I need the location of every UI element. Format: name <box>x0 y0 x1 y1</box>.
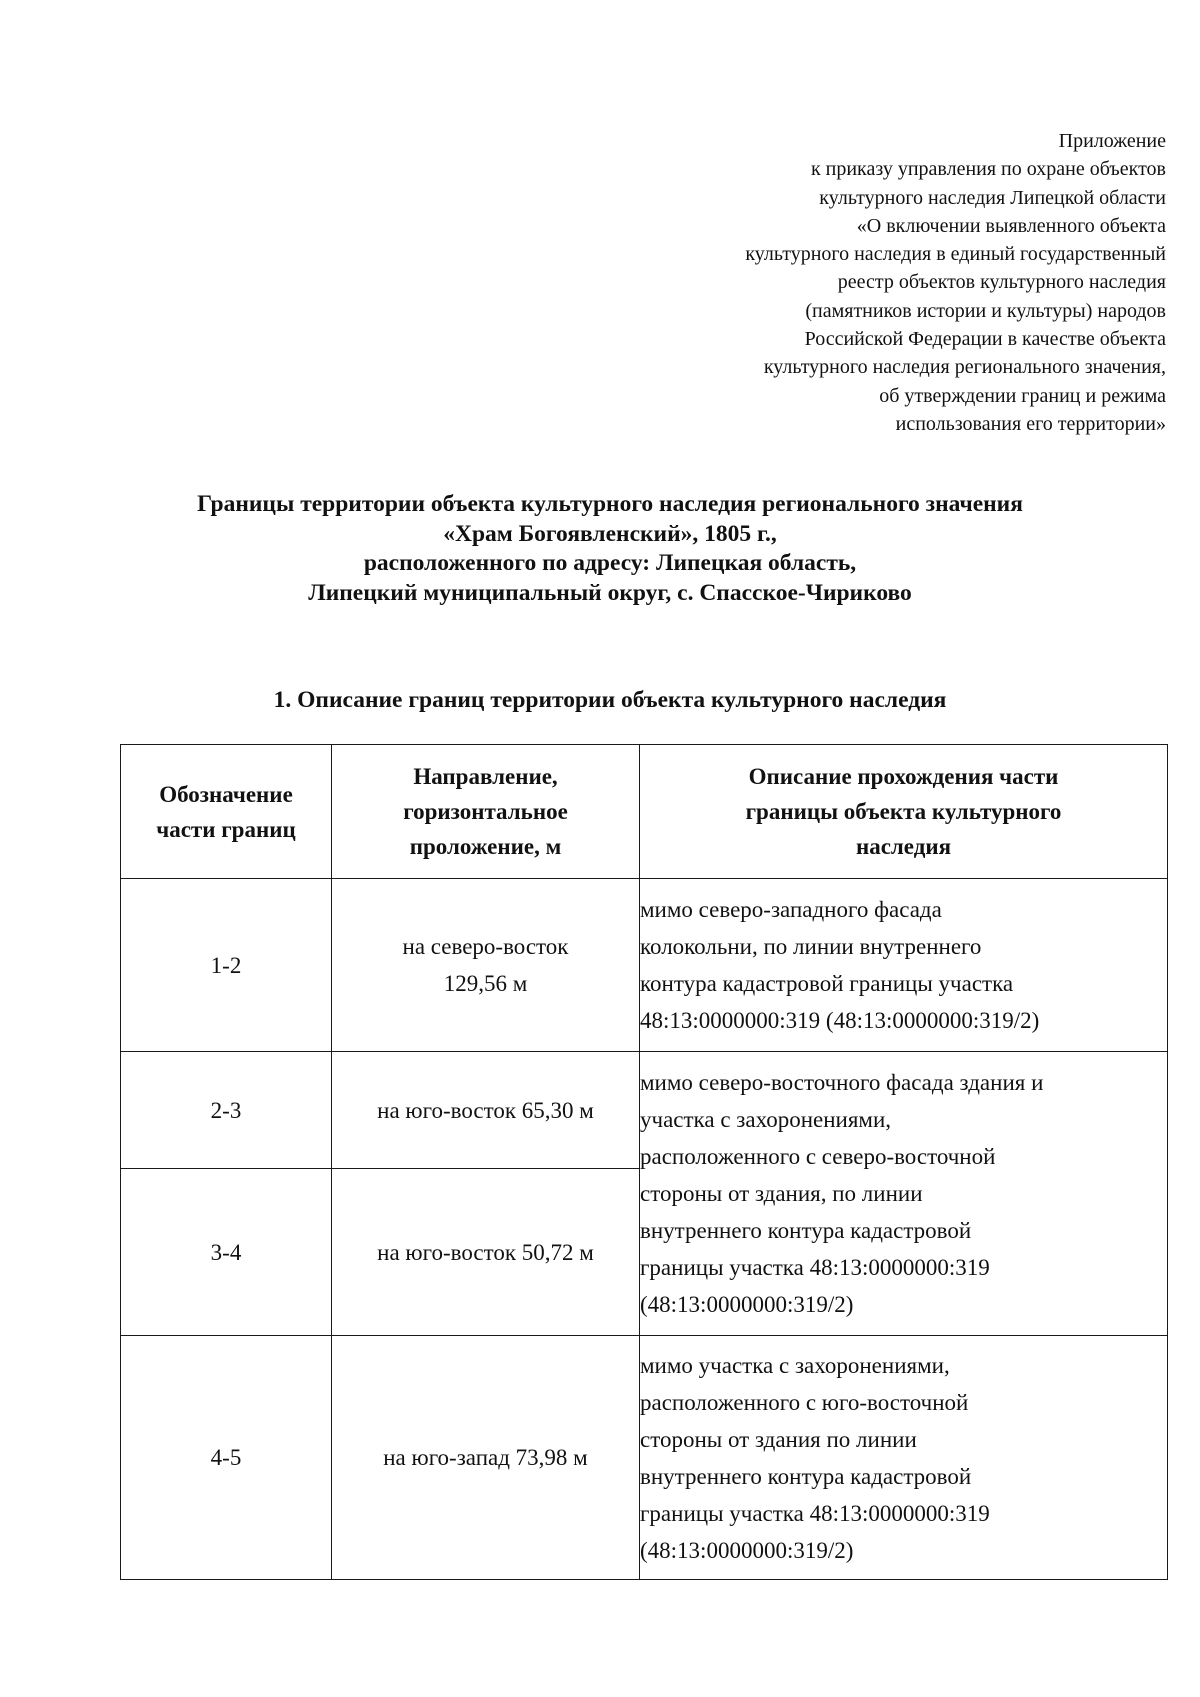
annex-block <box>546 127 1166 438</box>
annex-line: (памятников истории и культуры) народов <box>805 299 1166 322</box>
cell-description: мимо участка с захоронениями, расположенного с юго-восточной стороны от здания по линии внутреннего контура кадастровой границы участка 48:13:0000000:319 (48:13:0000000:319/2) <box>640 1336 1168 1580</box>
annex-line: культурного наследия регионального значения, <box>763 356 1166 379</box>
table-row <box>121 1336 1168 1580</box>
cell-part: 3-4 <box>121 1169 332 1336</box>
title-line: расположенного по адресу: Липецкая область, <box>363 550 857 576</box>
header-direction: Направление, горизонтальное проложение, м <box>332 745 640 879</box>
cell-direction: на юго-запад 73,98 м <box>332 1336 640 1580</box>
cell-direction: на северо-восток 129,56 м <box>332 879 640 1052</box>
cell-description-merged: мимо северо-восточного фасада здания и участка с захоронениями, расположенного с северо-восточной стороны от здания, по линии внутреннего контура кадастровой границы участка 48:13:0000000:319 (48:13:0000000:319/2) <box>640 1052 1168 1336</box>
table-header-row <box>121 745 1168 879</box>
cell-part: 4-5 <box>121 1336 332 1580</box>
title-line: Границы территории объекта культурного наследия регионального значения <box>197 491 1023 517</box>
cell-direction: на юго-восток 50,72 м <box>332 1169 640 1336</box>
cell-part: 1-2 <box>121 879 332 1052</box>
cell-direction: на юго-восток 65,30 м <box>332 1052 640 1169</box>
document-title <box>110 490 1110 608</box>
annex-line: реестр объектов культурного наследия <box>837 271 1166 294</box>
annex-line: культурного наследия в единый государственный <box>745 243 1166 266</box>
annex-line: Российской Федерации в качестве объекта <box>804 328 1166 351</box>
header-description: Описание прохождения части границы объекта культурного наследия <box>640 745 1168 879</box>
annex-line: культурного наследия Липецкой области <box>819 186 1166 209</box>
annex-line: Приложение <box>1058 130 1166 152</box>
header-part: Обозначение части границ <box>121 745 332 879</box>
annex-line: к приказу управления по охране объектов <box>810 158 1166 181</box>
cell-description: мимо северо-западного фасада колокольни, по линии внутреннего контура кадастровой границы участка 48:13:0000000:319 (48:13:0000000:319/2) <box>640 879 1168 1052</box>
annex-line: об утверждении границ и режима <box>879 384 1166 407</box>
annex-line: «О включении выявленного объекта <box>856 214 1166 237</box>
annex-line: использования его территории» <box>895 412 1166 435</box>
table-row <box>121 879 1168 1052</box>
title-line: «Храм Богоявленский», 1805 г., <box>443 520 777 547</box>
boundaries-table-wrapper <box>120 744 1167 1580</box>
table-row <box>121 1052 1168 1169</box>
title-line: Липецкий муниципальный округ, с. Спасское-Чириково <box>308 579 912 606</box>
cell-part: 2-3 <box>121 1052 332 1169</box>
section-heading: 1. Описание границ территории объекта культурного наследия <box>273 687 947 713</box>
boundaries-table <box>120 744 1168 1580</box>
